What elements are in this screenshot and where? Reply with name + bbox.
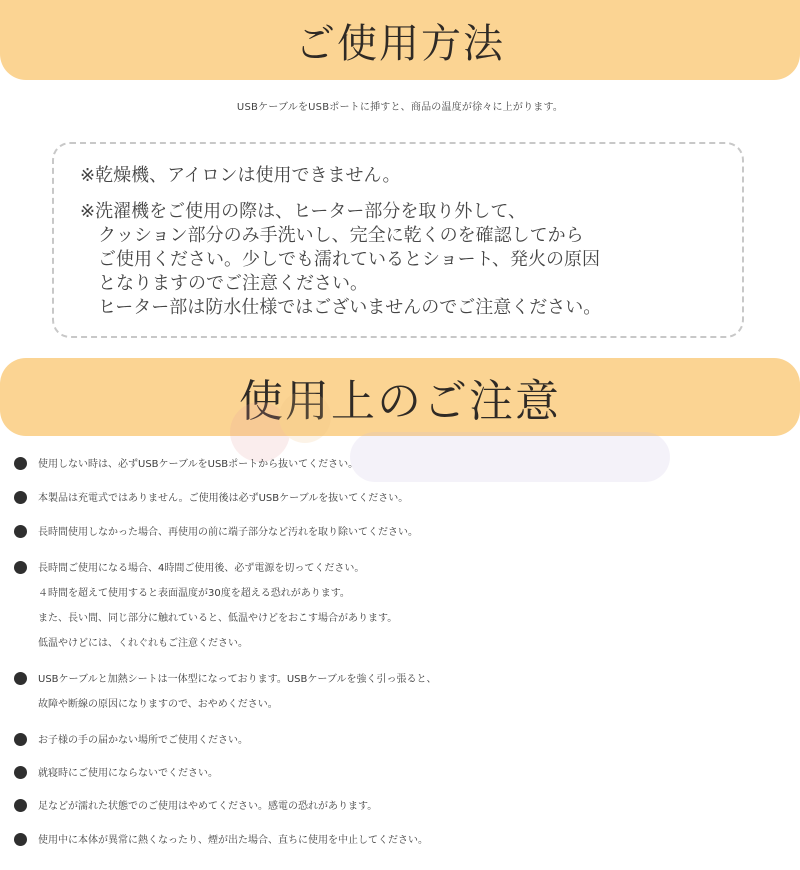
list-item bbox=[14, 667, 800, 717]
caution-title: 使用上のご注意 bbox=[239, 376, 561, 427]
list-item-text: 故障や断線の原因になりますので、おやめください。 bbox=[38, 699, 278, 710]
list-item bbox=[14, 556, 800, 656]
bullet-icon bbox=[14, 457, 27, 470]
list-item-text: 長時間使用しなかった場合、再使用の前に端子部分など汚れを取り除いてください。 bbox=[38, 527, 418, 538]
list-item-text: 長時間ご使用になる場合、4時間ご使用後、必ず電源を切ってください。 bbox=[38, 563, 365, 574]
bullet-icon bbox=[14, 561, 27, 574]
list-item-text: また、長い間、同じ部分に触れていると、低温やけどをおこす場合があります。 bbox=[38, 613, 398, 624]
bullet-icon bbox=[14, 491, 27, 504]
bullet-icon bbox=[14, 672, 27, 685]
notice-line: ※洗濯機をご使用の際は、ヒーター部分を取り外して、 bbox=[80, 201, 526, 222]
list-item-text: USBケーブルと加熱シートは一体型になっております。USBケーブルを強く引っ張ると、 bbox=[38, 674, 437, 685]
list-item-text: 足などが濡れた状態でのご使用はやめてください。感電の恐れがあります。 bbox=[38, 801, 378, 812]
notice-line: クッション部分のみ手洗いし、完全に乾くのを確認してから bbox=[80, 225, 584, 246]
list-item bbox=[14, 828, 800, 853]
bullet-icon bbox=[14, 733, 27, 746]
bullet-icon bbox=[14, 766, 27, 779]
list-item-text: 使用しない時は、必ずUSBケーブルをUSBポートから抜いてください。 bbox=[38, 459, 359, 470]
notice-line: ヒーター部は防水仕様ではございませんのでご注意ください。 bbox=[80, 297, 602, 318]
list-item-text: 低温やけどには、くれぐれもご注意ください。 bbox=[38, 638, 248, 649]
notice-line: ※乾燥機、アイロンは使用できません。 bbox=[80, 165, 401, 186]
notice-line: ご使用ください。少しでも濡れているとショート、発火の原因 bbox=[80, 249, 601, 270]
bullet-icon bbox=[14, 799, 27, 812]
list-item bbox=[14, 452, 800, 477]
list-item bbox=[14, 728, 800, 753]
bullet-icon bbox=[14, 525, 27, 538]
usage-intro: USBケーブルをUSBポートに挿すと、商品の温度が徐々に上がります。 bbox=[236, 102, 564, 113]
list-item-text: 使用中に本体が異常に熱くなったり、煙が出た場合、直ちに使用を中止してください。 bbox=[38, 835, 428, 846]
list-item bbox=[14, 486, 800, 511]
list-item bbox=[14, 794, 800, 819]
usage-title: ご使用方法 bbox=[295, 20, 505, 67]
list-item-text: ４時間を超えて使用すると表面温度が30度を超える恐れがあります。 bbox=[38, 588, 350, 599]
notice-line: となりますのでご注意ください。 bbox=[80, 273, 368, 294]
list-item bbox=[14, 520, 800, 545]
bullet-icon bbox=[14, 833, 27, 846]
list-item-text: お子様の手の届かない場所でご使用ください。 bbox=[38, 735, 248, 746]
list-item bbox=[14, 761, 800, 786]
list-item-text: 就寝時にご使用にならないでください。 bbox=[38, 768, 218, 779]
list-item-text: 本製品は充電式ではありません。ご使用後は必ずUSBケーブルを抜いてください。 bbox=[38, 493, 409, 504]
